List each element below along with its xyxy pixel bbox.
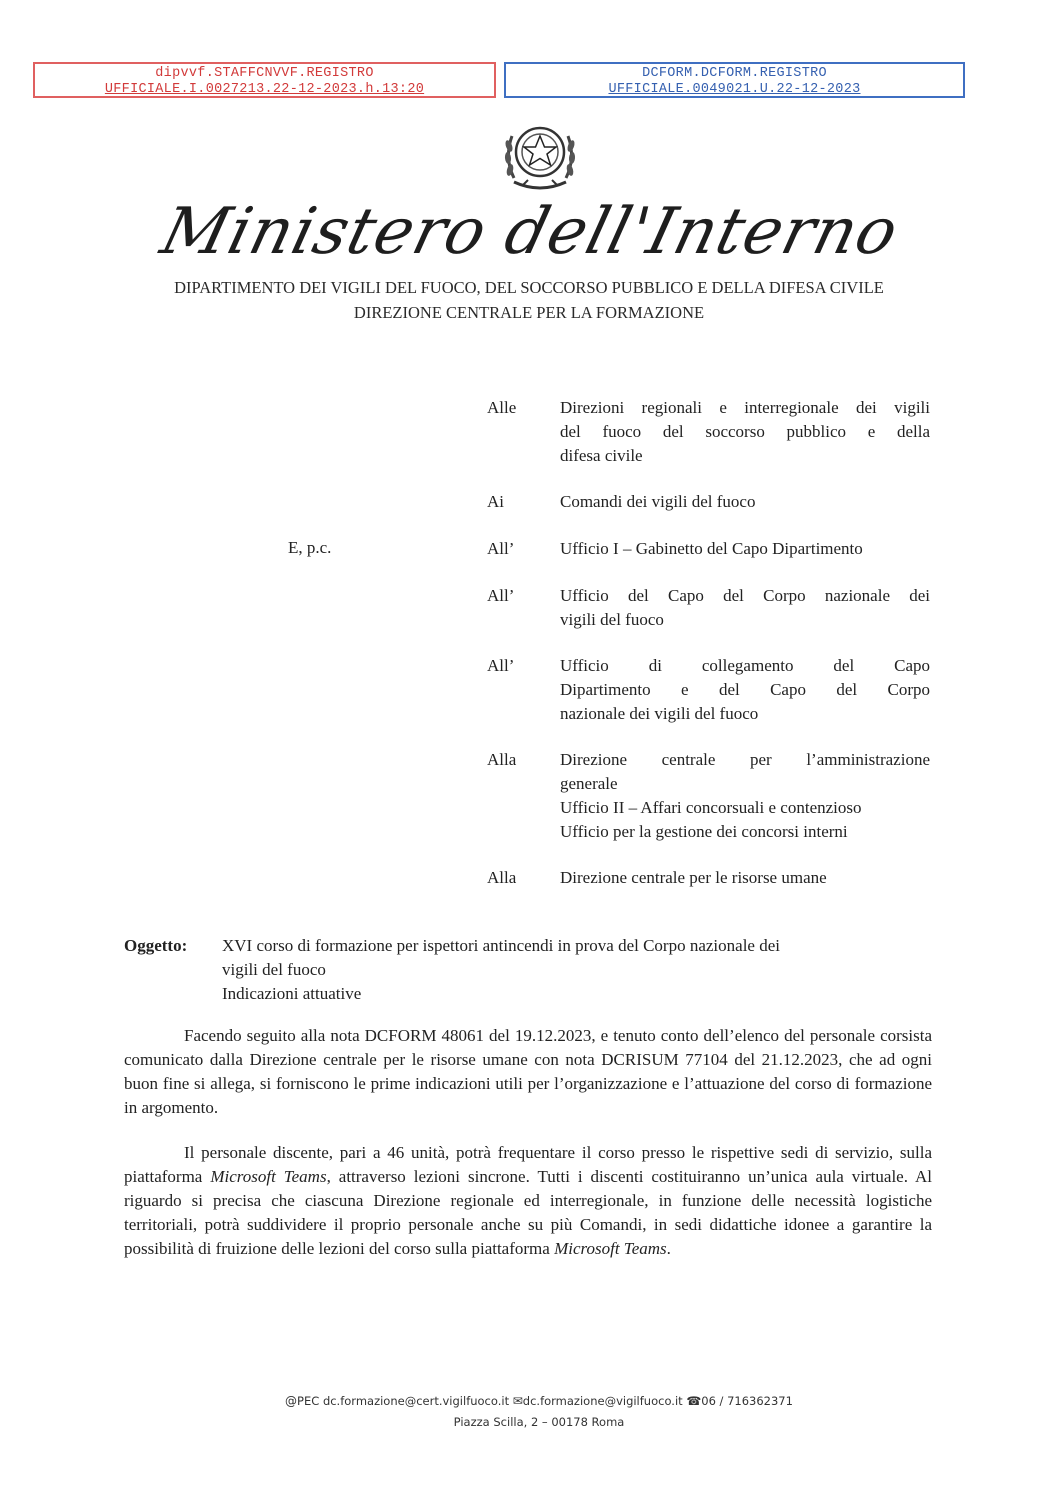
- subject-label: Oggetto:: [124, 936, 188, 955]
- footer-address: Piazza Scilla, 2 – 00178 Roma: [453, 1415, 625, 1429]
- recipient-line: Comandi dei vigili del fuoco: [560, 492, 756, 511]
- recipient-line: Direzione centrale per le risorse umane: [560, 868, 827, 887]
- body-paragraph-2: [124, 1141, 932, 1261]
- recipient-line: vigili del fuoco: [560, 610, 664, 629]
- stamp-right-line2: UFFICIALE.0049021.U.22-12-2023: [608, 82, 861, 97]
- recipient-prep: All’: [487, 656, 515, 675]
- epc-label: E, p.c.: [288, 538, 332, 557]
- phone-icon: ☎: [686, 1394, 702, 1408]
- subject-text: [222, 934, 922, 1006]
- recipient-line: Ufficio di collegamento del Capo: [560, 656, 930, 675]
- pec-label: PEC: [297, 1394, 320, 1408]
- stamp-left-line1: dipvvf.STAFFCNVVF.REGISTRO: [155, 66, 374, 81]
- department-heading: DIPARTIMENTO DEI VIGILI DEL FUOCO, DEL SOCCORSO PUBBLICO E DELLA DIFESA CIVILE: [174, 278, 884, 297]
- protocol-stamp-right: [504, 62, 965, 98]
- p2-text-a: Il personale discente, pari a 46 unità, potrà frequentare il corso presso le rispettive sedi di servizio, sulla piattaforma: [124, 1143, 932, 1186]
- p2-text-b: , attraverso lezioni sincrone. Tutti i discenti costituiranno un’unica aula virtuale. Al riguardo si precisa che ciascuna Direzione regionale ed interregionale, in funzione delle necessità logistiche territoriali, potrà suddividere il proprio personale anche su più Comandi, in sedi didattiche idonee a garantire la possibilità di fruizione delle lezioni del corso sulla piattaforma: [124, 1167, 932, 1258]
- recipient-line: Ufficio per la gestione dei concorsi interni: [560, 822, 848, 841]
- phone-number: 06 / 716362371: [701, 1394, 793, 1408]
- pec-address[interactable]: dc.formazione@cert.vigilfuoco.it: [322, 1394, 510, 1408]
- recipient-line: Ufficio del Capo del Corpo nazionale dei: [560, 586, 930, 605]
- recipient-line: Dipartimento e del Capo del Corpo: [560, 680, 930, 699]
- recipient-line: Ufficio I – Gabinetto del Capo Dipartimento: [560, 539, 863, 558]
- directorate-heading: DIREZIONE CENTRALE PER LA FORMAZIONE: [353, 303, 705, 322]
- recipient-line: Direzione centrale per l’amministrazione: [560, 750, 930, 769]
- subject-line: Indicazioni attuative: [222, 984, 362, 1003]
- recipient-prep: Alla: [487, 868, 517, 887]
- platform-name: Microsoft Teams: [210, 1167, 327, 1186]
- email-address[interactable]: dc.formazione@vigilfuoco.it: [522, 1394, 683, 1408]
- recipient-line: Direzioni regionali e interregionale dei vigili: [560, 398, 930, 417]
- recipient-prep: Alla: [487, 750, 517, 769]
- recipient-line: Ufficio II – Affari concorsuali e contenzioso: [560, 798, 862, 817]
- recipient-line: del fuoco del soccorso pubblico e della: [560, 422, 930, 441]
- recipient-line: generale: [560, 774, 618, 793]
- at-icon: @: [285, 1394, 298, 1408]
- ministry-title: Ministero dell'Interno: [154, 195, 906, 269]
- platform-name: Microsoft Teams: [554, 1239, 667, 1258]
- subject-line: vigili del fuoco: [222, 960, 326, 979]
- p2-text-c: .: [666, 1239, 671, 1258]
- envelope-icon: ✉: [512, 1394, 523, 1408]
- recipient-prep: Alle: [487, 398, 517, 417]
- protocol-stamp-left: [33, 62, 496, 98]
- recipient-line: nazionale dei vigili del fuoco: [560, 704, 759, 723]
- footer-contacts: [10, 1394, 1058, 1408]
- stamp-left-line2: UFFICIALE.I.0027213.22-12-2023.h.13:20: [104, 82, 425, 97]
- stamp-right-line1: DCFORM.DCFORM.REGISTRO: [642, 66, 827, 81]
- recipient-line: difesa civile: [560, 446, 643, 465]
- body-paragraph-1: Facendo seguito alla nota DCFORM 48061 del 19.12.2023, e tenuto conto dell’elenco del personale corsista comunicato dalla Direzione centrale per le risorse umane con nota DCRISUM 77104 del 21.12.2023, che ad ogni buon fine si allega, si forniscono le prime indicazioni utili per l’organizzazione e l’attuazione del corso di formazione in argomento.: [124, 1026, 932, 1117]
- subject-line: XVI corso di formazione per ispettori antincendi in prova del Corpo nazionale dei: [222, 936, 780, 955]
- recipient-prep: All’: [487, 586, 515, 605]
- recipient-prep: Ai: [487, 492, 504, 511]
- recipient-prep: All’: [487, 539, 515, 558]
